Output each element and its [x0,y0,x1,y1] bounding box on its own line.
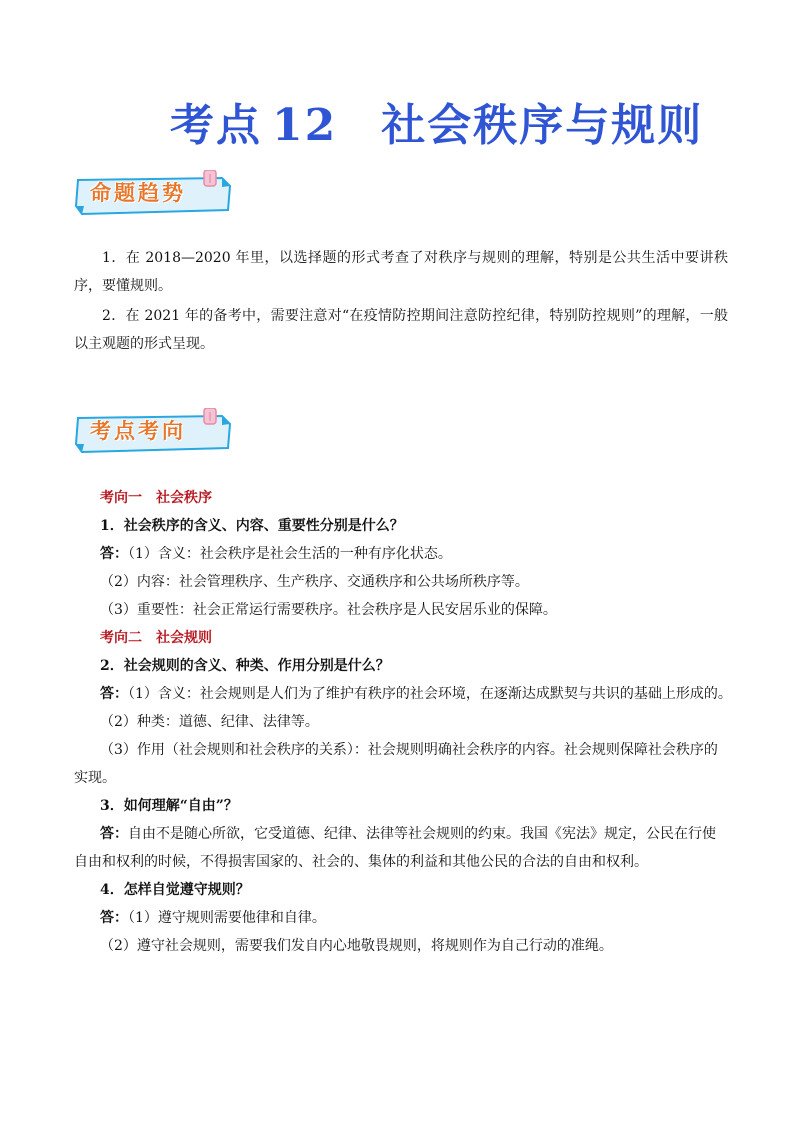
direction-1-heading: 考向一 社会秩序 [100,490,212,506]
question-3: 3．如何理解“自由”？ [100,798,238,814]
answer-2-line-4: 实现。 [74,770,116,786]
trend-section [74,244,728,360]
answer-4-line-1: 答：（1）遵守规则需要他律和自律。 [100,910,326,926]
page-title [170,96,770,156]
answer-2-line-3: （3）作用（社会规则和社会秩序的关系）：社会规则明确社会秩序的内容。社会规则保障社会秩序的 [100,742,718,758]
points-banner-title: 考点考向 [90,419,186,443]
title-prefix: 考点 [170,100,262,151]
answer-1-line-1: 答：（1）含义：社会秩序是社会生活的一种有序化状态。 [100,546,452,562]
title-name: 社会秩序与规则 [381,100,704,151]
points-section [74,484,734,960]
points-banner [72,408,238,454]
trend-banner-title: 命题趋势 [90,181,186,205]
answer-label: 答： [100,686,128,702]
trend-banner [72,170,238,216]
answer-2-line-2: （2）种类：道德、纪律、法律等。 [100,714,319,730]
trend-paragraph-1: 1．在 2018—2020 年里，以选择题的形式考查了对秩序与规则的理解，特别是公共生活中要讲秩序，要懂规则。 [74,250,728,294]
answer-label: 答： [100,826,128,842]
answer-label: 答： [100,546,128,562]
answer-label: 答： [100,910,128,926]
trend-paragraph-2: 2．在 2021 年的备考中，需要注意对“在疫情防控期间注意防控纪律，特别防控规则”的理解，一般以主观题的形式呈现。 [74,308,728,352]
question-4: 4．怎样自觉遵守规则？ [100,882,250,898]
question-1: 1．社会秩序的含义、内容、重要性分别是什么？ [100,518,404,534]
answer-3-line-1: 答：自由不是随心所欲，它受道德、纪律、法律等社会规则的约束。我国《宪法》规定，公民在行使 [100,826,716,842]
question-2: 2．社会规则的含义、种类、作用分别是什么？ [100,658,390,674]
title-number: 12 [272,100,338,151]
answer-3-line-2: 自由和权利的时候，不得损害国家的、社会的、集体的利益和其他公民的合法的自由和权利。 [74,854,648,870]
answer-1-line-2: （2）内容：社会管理秩序、生产秩序、交通秩序和公共场所秩序等。 [100,574,529,590]
answer-1-line-3: （3）重要性：社会正常运行需要秩序。社会秩序是人民安居乐业的保障。 [100,602,557,618]
direction-2-heading: 考向二 社会规则 [100,630,212,646]
answer-4-line-2: （2）遵守社会规则，需要我们发自内心地敬畏规则，将规则作为自己行动的准绳。 [100,938,613,954]
answer-2-line-1: 答：（1）含义：社会规则是人们为了维护有秩序的社会环境，在逐渐达成默契与共识的基础上形成的。 [100,686,732,702]
